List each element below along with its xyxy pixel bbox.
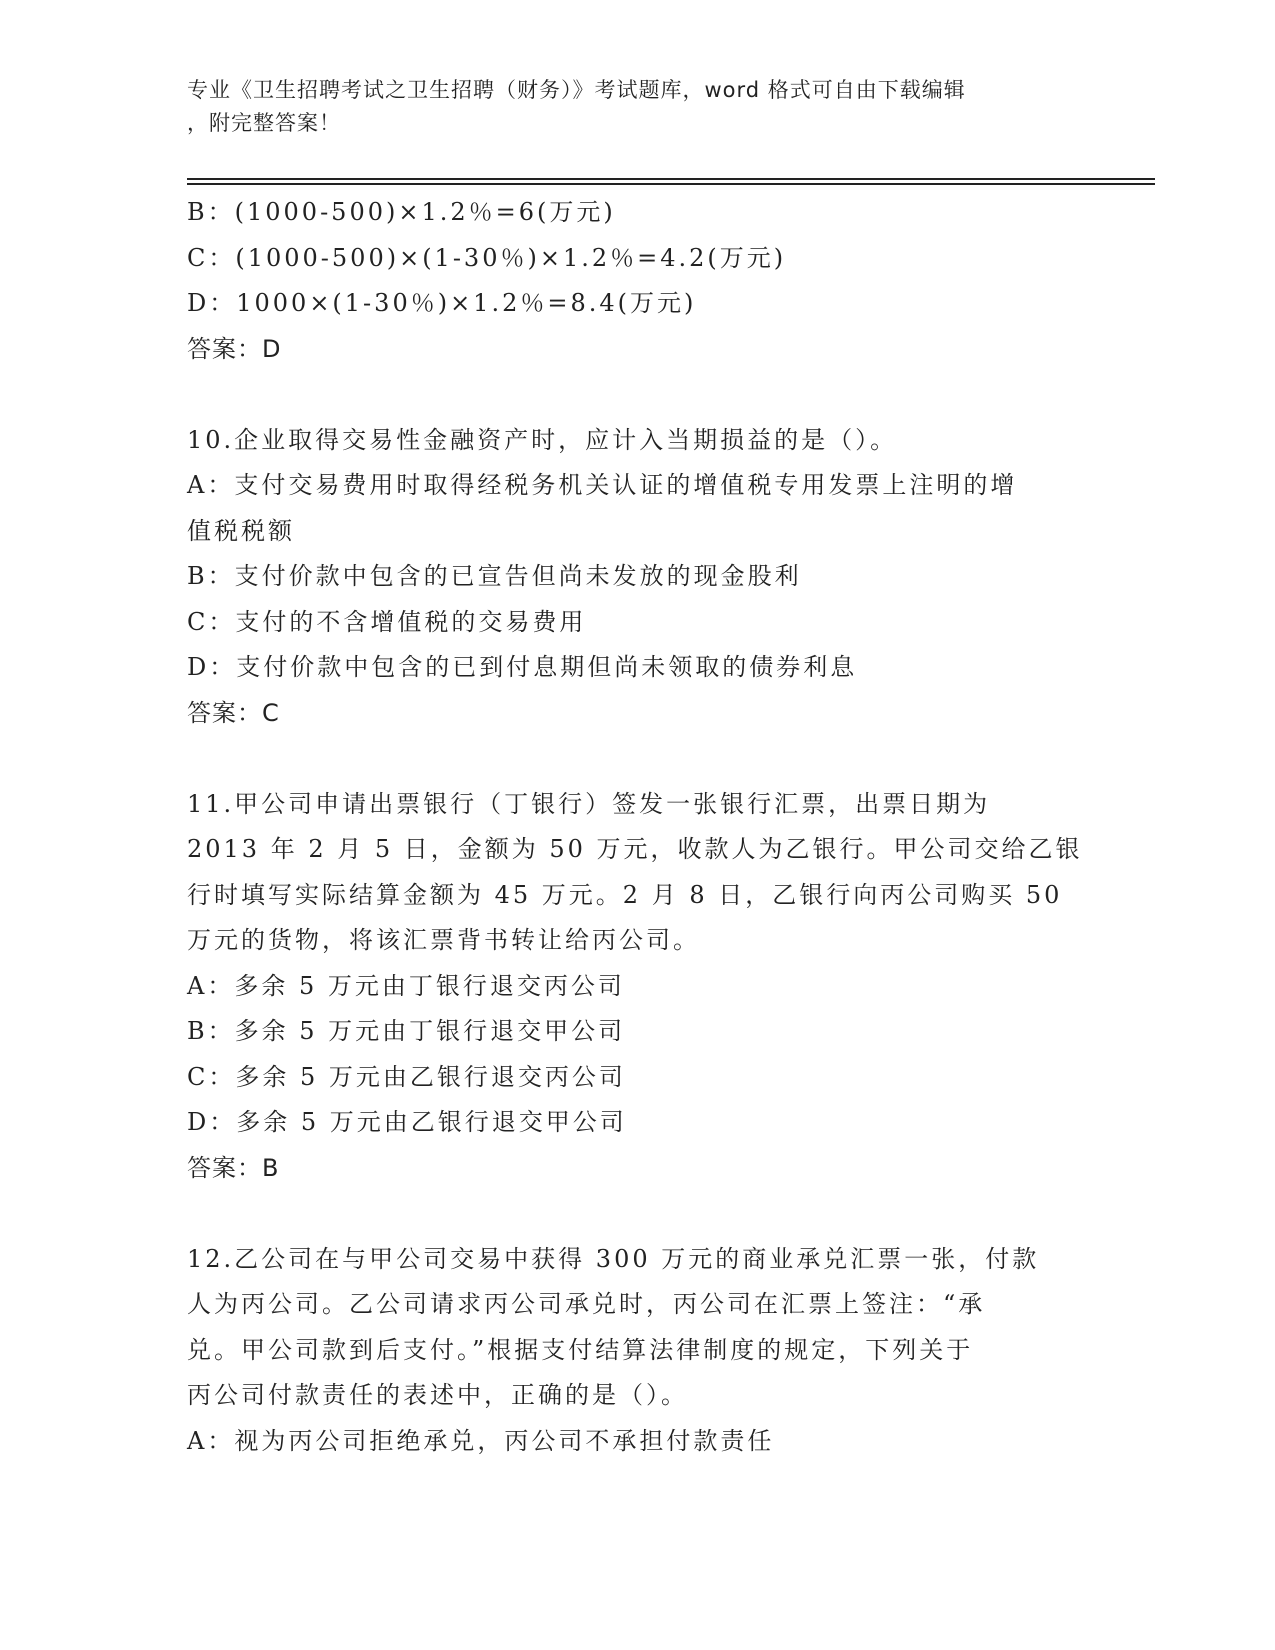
answer: 答案：B	[187, 1153, 280, 1182]
option-a: A：多余 5 万元由丁银行退交丙公司	[187, 971, 625, 1000]
option-d: D：1000×(1-30％)×1.2％=8.4(万元)	[187, 289, 697, 317]
option-b: B：支付价款中包含的已宣告但尚未发放的现金股利	[187, 562, 802, 590]
option-c: C：多余 5 万元由乙银行退交丙公司	[187, 1062, 626, 1091]
spacer	[187, 372, 1087, 418]
question-stem-continued: 万元的货物，将该汇票背书转让给丙公司。	[187, 926, 700, 954]
header-line-1: 专业《卫生招聘考试之卫生招聘（财务）》考试题库，word 格式可自由下载编辑	[187, 78, 966, 102]
question-stem-continued: 兑。甲公司款到后支付。”根据支付结算法律制度的规定，下列关于	[187, 1335, 974, 1364]
question-stem: 12.乙公司在与甲公司交易中获得 300 万元的商业承兑汇票一张，付款	[187, 1244, 1040, 1273]
option-a-continued: 值税税额	[187, 516, 295, 545]
header-divider-top	[187, 178, 1155, 180]
question-12	[187, 1237, 1087, 1465]
option-c: C：(1000-500)×(1-30％)×1.2％=4.2(万元)	[187, 243, 787, 272]
question-stem-continued: 人为丙公司。乙公司请求丙公司承兑时，丙公司在汇票上签注：“承	[187, 1290, 986, 1318]
spacer	[187, 1191, 1087, 1237]
question-stem: 10.企业取得交易性金融资产时，应计入当期损益的是（）。	[187, 425, 898, 454]
question-content	[187, 190, 1087, 1464]
question-stem-continued: 丙公司付款责任的表述中，正确的是（）。	[187, 1381, 688, 1409]
question-11	[187, 782, 1087, 1192]
answer: 答案：D	[187, 334, 282, 363]
option-a: A：视为丙公司拒绝承兑，丙公司不承担付款责任	[187, 1426, 775, 1455]
header-line-2: ，附完整答案！	[187, 111, 341, 135]
option-d: D：支付价款中包含的已到付息期但尚未领取的债券利息	[187, 653, 858, 681]
option-b: B：多余 5 万元由丁银行退交甲公司	[187, 1017, 626, 1045]
question-9	[187, 190, 1087, 372]
header-divider-bottom	[187, 183, 1155, 185]
question-stem-continued: 行时填写实际结算金额为 45 万元。2 月 8 日，乙银行向丙公司购买 50	[187, 880, 1063, 909]
option-d: D：多余 5 万元由乙银行退交甲公司	[187, 1108, 627, 1136]
option-a: A：支付交易费用时取得经税务机关认证的增值税专用发票上注明的增	[187, 471, 1018, 499]
option-c: C：支付的不含增值税的交易费用	[187, 607, 587, 636]
option-b: B：(1000-500)×1.2％=6(万元)	[187, 198, 616, 226]
spacer	[187, 736, 1087, 782]
question-stem: 11.甲公司申请出票银行（丁银行）签发一张银行汇票，出票日期为	[187, 789, 991, 818]
question-stem-continued: 2013 年 2 月 5 日，金额为 50 万元，收款人为乙银行。甲公司交给乙银	[187, 835, 1083, 863]
answer: 答案：C	[187, 698, 280, 727]
page-header	[187, 74, 1087, 140]
question-10	[187, 418, 1087, 737]
